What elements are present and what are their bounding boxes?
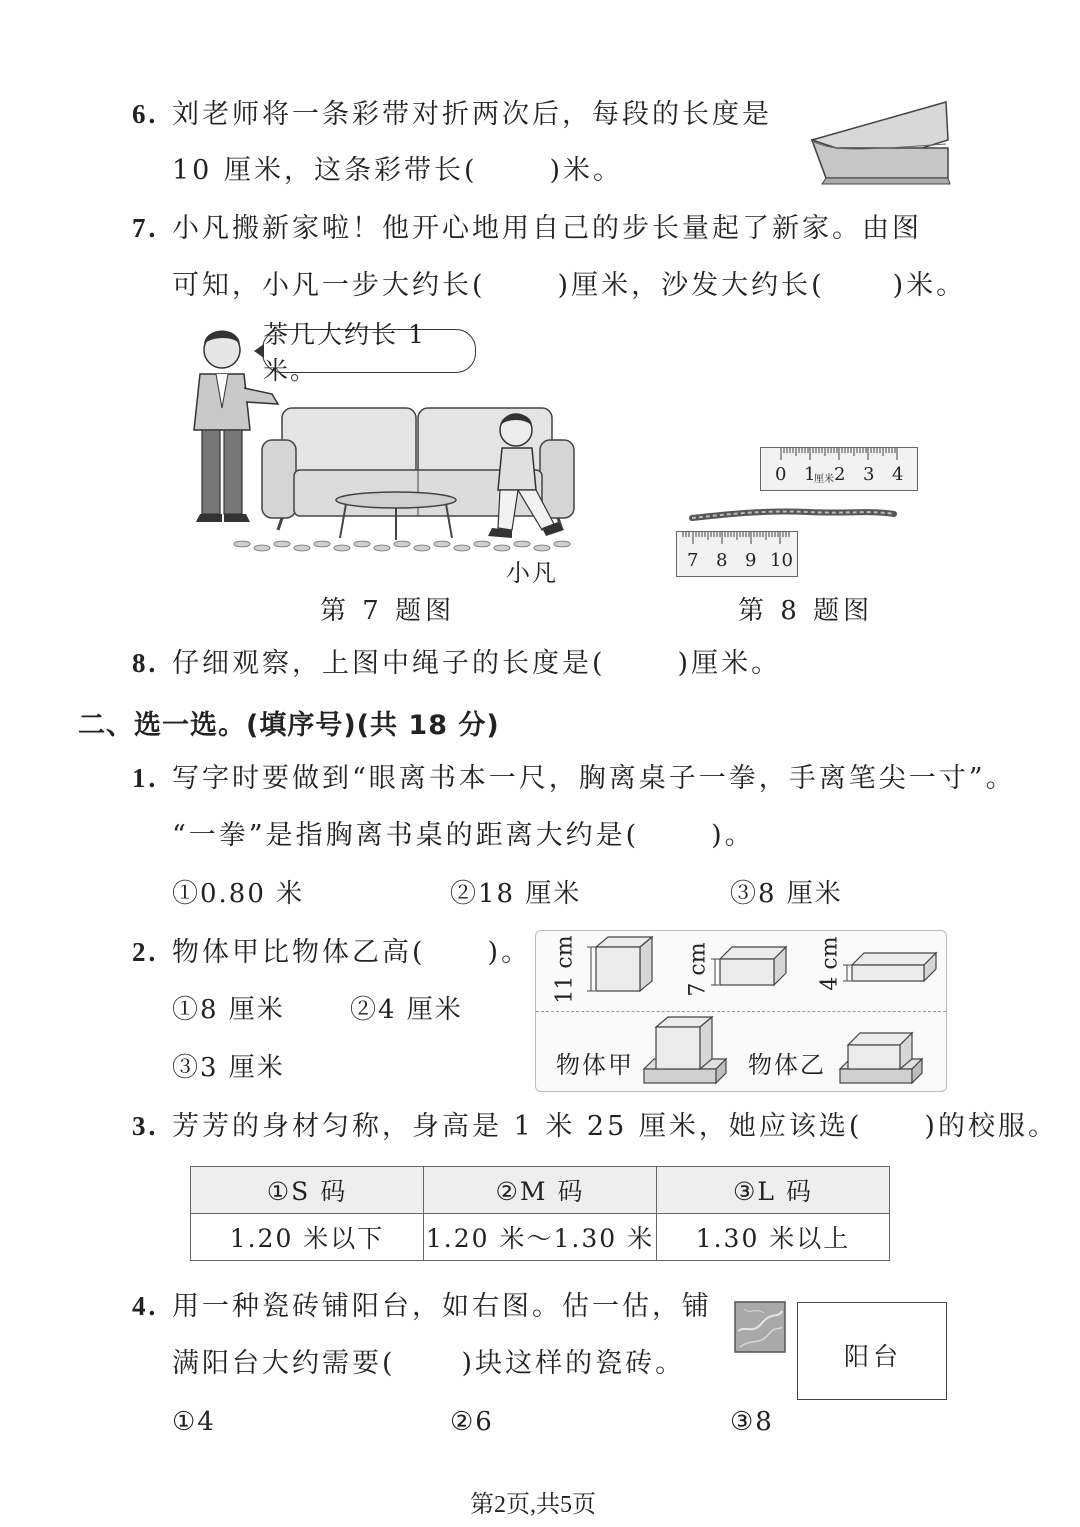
s2q4-text-2b: )块这样的瓷砖。 — [461, 1348, 686, 1379]
s2q2-option-3[interactable]: ③3 厘米 — [172, 1053, 285, 1083]
height-label-7cm: 7 cm — [685, 942, 711, 997]
s2q4-text-2a: 满阳台大约需要( — [172, 1348, 396, 1379]
ruler-top-tick-2: 2 — [834, 464, 846, 485]
height-label-4cm: 4 cm — [817, 936, 843, 991]
s2q1-line1 — [132, 760, 1016, 797]
s2q3-text-a: 芳芳的身材匀称，身高是 1 米 25 厘米，她应该选( — [172, 1111, 863, 1142]
q6-number: 6. — [132, 99, 159, 129]
s2q3-number: 3. — [132, 1111, 159, 1141]
q7-text-1: 小凡搬新家啦！他开心地用自己的步长量起了新家。由图 — [172, 213, 922, 244]
ruler-bottom — [676, 531, 798, 577]
folded-ribbon-illustration — [806, 96, 954, 188]
q6-text-1: 刘老师将一条彩带对折两次后，每段的长度是 — [172, 99, 772, 130]
q8-number: 8. — [132, 648, 159, 678]
table-header-cell: ①S 码 — [191, 1167, 424, 1214]
s2q1-line2 — [172, 818, 755, 854]
table-header-cell: ②M 码 — [424, 1167, 657, 1214]
q8-text-a: 仔细观察，上图中绳子的长度是( — [172, 648, 606, 679]
q6-text-2b: )米。 — [549, 155, 624, 186]
s2q3-line — [132, 1108, 1058, 1145]
table-header-row — [191, 1167, 890, 1214]
ruler-top — [760, 447, 918, 491]
table-cell: 1.30 米以上 — [657, 1214, 890, 1261]
ruler-top-tick-1: 1 — [804, 464, 816, 485]
q6-line1 — [132, 96, 772, 133]
s2q1-text-2a: “一拳”是指胸离书桌的距离大约是( — [172, 820, 640, 851]
object-a-label: 物体甲 — [556, 1051, 634, 1079]
bubble-text: 茶几大约长 1 米。 — [263, 320, 426, 385]
q7-text-2b: )厘米，沙发大约长( — [557, 270, 825, 301]
table-row — [191, 1214, 890, 1261]
s2q2-text-b: )。 — [487, 937, 532, 968]
q8-line — [132, 645, 781, 682]
s2q2-line — [132, 934, 531, 971]
teacher-speech-bubble — [262, 320, 476, 385]
q8-figure-caption: 第 8 题图 — [738, 596, 874, 626]
ruler-bottom-tick-7: 7 — [687, 550, 699, 571]
tile-swatch — [734, 1301, 786, 1353]
s2q4-option-2[interactable]: ②6 — [450, 1407, 494, 1437]
s2q4-line2 — [172, 1346, 685, 1382]
s2q1-option-2[interactable]: ②18 厘米 — [450, 879, 582, 909]
object-b-label: 物体乙 — [748, 1051, 826, 1079]
q7-figure-caption: 第 7 题图 — [320, 596, 456, 626]
ruler-top-unit: 厘米 — [814, 474, 834, 485]
height-label-11cm: 11 cm — [552, 935, 578, 1004]
s2q1-option-1[interactable]: ①0.80 米 — [172, 879, 305, 909]
q7-number: 7. — [132, 213, 159, 243]
section2-title: 二、选一选。(填序号)(共 18 分) — [78, 710, 500, 741]
q7-text-2c: )米。 — [892, 270, 967, 301]
s2q4-text-1: 用一种瓷砖铺阳台，如右图。估一估，铺 — [172, 1291, 712, 1322]
s2q1-text-2b: )。 — [711, 820, 755, 851]
ruler-top-tick-4: 4 — [892, 464, 904, 485]
s2q2-option-1[interactable]: ①8 厘米 — [172, 995, 285, 1025]
q6-text-2a: 10 厘米，这条彩带长( — [172, 155, 478, 186]
ruler-top-tick-0: 0 — [775, 464, 787, 485]
s2q1-number: 1. — [132, 763, 159, 793]
ruler-bottom-tick-8: 8 — [716, 550, 728, 571]
bubble-tail — [254, 344, 264, 358]
uniform-size-table — [190, 1166, 890, 1261]
table-cell: 1.20 米以下 — [191, 1214, 424, 1261]
q7-text-2a: 可知，小凡一步大约长( — [172, 270, 486, 301]
ruler-bottom-tick-10: 10 — [770, 550, 793, 571]
s2q4-line1 — [132, 1288, 712, 1325]
ruler-bottom-tick-9: 9 — [745, 550, 757, 571]
ruler-top-ticks-marks — [761, 448, 917, 462]
s2q4-number: 4. — [132, 1291, 159, 1321]
rope-illustration — [688, 500, 900, 530]
table-header-cell: ③L 码 — [657, 1167, 890, 1214]
s2q2-figure — [535, 930, 947, 1092]
q7-line2 — [172, 268, 966, 304]
s2q2-text-a: 物体甲比物体乙高( — [172, 937, 426, 968]
boy-label: 小凡 — [506, 559, 558, 587]
table-cell: 1.20 米～1.30 米 — [424, 1214, 657, 1261]
s2q4-option-3[interactable]: ③8 — [730, 1407, 774, 1437]
s2q3-text-b: )的校服。 — [924, 1111, 1058, 1142]
page-number: 第2页,共5页 — [470, 1492, 596, 1518]
footprints — [234, 541, 570, 551]
balcony-label: 阳台 — [844, 1342, 903, 1371]
ruler-bottom-ticks-marks — [677, 532, 797, 546]
ruler-top-tick-3: 3 — [863, 464, 875, 485]
q7-line1 — [132, 210, 922, 247]
s2q2-number: 2. — [132, 937, 159, 967]
s2q4-option-1[interactable]: ①4 — [172, 1407, 216, 1437]
q8-text-b: )厘米。 — [677, 648, 782, 679]
balcony-rectangle — [797, 1302, 947, 1400]
s2q1-text-1: 写字时要做到“眼离书本一尺，胸离桌子一拳，手离笔尖一寸”。 — [172, 763, 1016, 794]
s2q2-option-2[interactable]: ②4 厘米 — [350, 995, 463, 1025]
s2q1-option-3[interactable]: ③8 厘米 — [730, 879, 843, 909]
q6-line2 — [172, 153, 623, 189]
